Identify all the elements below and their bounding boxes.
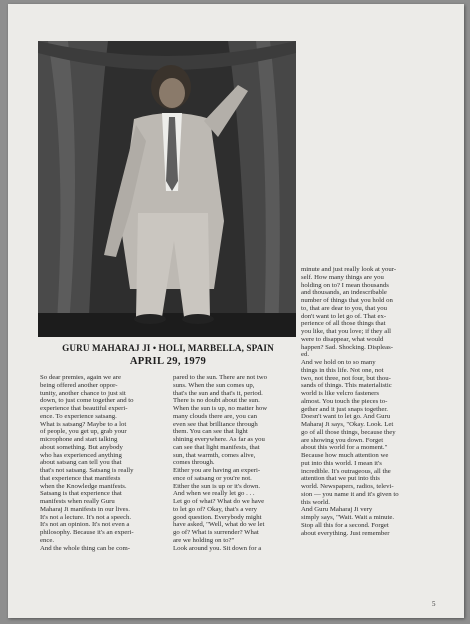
text-line: that's not satsang. Satsang is really [40, 467, 134, 474]
text-line: minute and just really look at your- [301, 266, 397, 273]
text-line: ence. To experience satsang. [40, 412, 117, 420]
text-line: It's not an opinion. It's not even a [40, 521, 130, 529]
text-line: that's the sun and that's it, period. [173, 389, 263, 397]
text-line: Either the sun is up or it's down. [173, 482, 261, 490]
text-line: sands of things. This materialistic [301, 382, 392, 390]
text-line: almost. You touch the pieces to- [301, 397, 388, 405]
text-line: tunity, another chance to just sit [40, 389, 126, 397]
text-line: you like, that you love; if they all [301, 328, 391, 335]
text-line: Maharaj Ji says, "Okay. Look. Let [301, 421, 394, 428]
text-line: And Guru Maharaj Ji very [301, 506, 373, 514]
text-line: don't want to let go of. That ex- [301, 312, 387, 320]
text-line: many clouds there are, you can [173, 412, 257, 420]
photo-caption [40, 342, 296, 368]
text-line: have asked, "Well, what do we let [173, 521, 265, 529]
text-line: world. Newspapers, radios, televi- [301, 483, 394, 490]
text-line: It's not a lecture. It's not a speech. [40, 513, 132, 521]
text-line: down, to just come together and to [40, 397, 134, 405]
text-line: were to disappear, what would [301, 335, 384, 343]
text-line: perience of all those things that [301, 320, 386, 328]
text-line: are we holding on to?" [173, 536, 235, 544]
text-line: sion — you name it and it's given to [301, 490, 399, 498]
text-column-3 [301, 266, 429, 537]
text-line: ed. [301, 351, 310, 359]
text-line: and thousands, an indescribable [301, 289, 387, 297]
text-line: of people, you get up, grab your [40, 428, 127, 436]
text-line: ence. [40, 536, 55, 544]
text-line: So dear premies, again we are [40, 374, 121, 381]
text-line: And we hold on to so many [301, 359, 376, 366]
text-line: Look around you. Sit down for a [173, 544, 262, 552]
text-line: even see that brilliance through [173, 420, 258, 428]
text-line: put into this world. I mean it's [301, 459, 382, 467]
text-line: them. You can see that light [173, 428, 248, 436]
photo-guru-maharaj-ji [38, 41, 296, 337]
text-line: about something. But anybody [40, 443, 123, 451]
text-line: Let go of what? What do we have [173, 498, 265, 505]
text-line: self. How many things are you [301, 273, 384, 281]
text-line: Maharaj Ji manifests in our lives. [40, 505, 130, 513]
text-line: Either you are having an experi- [173, 467, 261, 474]
text-line: manifests when really Guru [40, 498, 115, 505]
text-line: when the Knowledge manifests. [40, 482, 127, 490]
text-line: this world. [301, 498, 330, 506]
text-line: There is no doubt about the sun. [173, 397, 260, 405]
text-line: ence of satsang or you're not. [173, 474, 252, 482]
text-line: to, that are dear to you, that you [301, 304, 388, 312]
text-line: simply says, "Wait. Wait a minute. [301, 514, 395, 521]
text-line: pared to the sun. There are not two [173, 374, 267, 381]
text-line: gether and it just snaps together. [301, 405, 388, 413]
text-line: that experience that manifests [40, 474, 121, 482]
text-line: incredible. It's outrageous, all the [301, 467, 391, 475]
text-line: microphone and start talking [40, 436, 118, 443]
text-line: shining everywhere. As far as you [173, 436, 265, 443]
text-line: happen? Sad. Shocking. Displeas- [301, 343, 394, 351]
text-column-2 [173, 374, 297, 552]
text-line: attention that we put into this [301, 475, 380, 483]
text-line: What is satsang? Maybe to a lot [40, 420, 127, 428]
page-number: 5 [432, 600, 436, 608]
text-line: go of all those things, because they [301, 428, 396, 436]
text-line: holding on to? I mean thousands [301, 281, 389, 289]
text-line: to let go of? Okay, that's a very [173, 505, 258, 513]
text-line: two, not three, not four, but thou- [301, 374, 391, 382]
text-line: about this world for a moment." [301, 444, 388, 452]
text-line: suns. When the sun comes up, [173, 381, 255, 389]
text-line: about satsang can tell you that [40, 459, 122, 467]
text-line: world is like velcro fasteners [301, 390, 379, 397]
text-line: Because how much attention we [301, 452, 389, 459]
text-line: When the sun is up, no matter how [173, 405, 268, 412]
text-line: And when we really let go . . . [173, 490, 255, 498]
text-line: good question. Everybody might [173, 513, 262, 521]
text-line: Doesn't want to let go. And Guru [301, 413, 391, 421]
text-line: philosophy. Because it's an experi- [40, 529, 134, 536]
text-line: can see that light manifests, that [173, 443, 260, 451]
text-column-1 [40, 374, 168, 552]
text-line: who has experienced anything [40, 451, 122, 459]
text-line: experience that beautiful experi- [40, 405, 128, 412]
caption-title: GURU MAHARAJ JI • HOLI, MARBELLA, SPAIN [62, 343, 274, 353]
text-line: things in this life. Not one, not [301, 366, 384, 374]
text-line: Satsang is that experience that [40, 490, 122, 498]
text-line: sun, that warmth, comes alive, [173, 451, 256, 459]
text-line: are showing you down. Forget [301, 436, 384, 444]
text-line: go of? What is surrender? What [173, 529, 259, 536]
text-line: about everything. Just remember [301, 529, 390, 537]
text-line: Stop all this for a second. Forget [301, 521, 389, 529]
text-line: being offered another oppor- [40, 381, 118, 389]
caption-date: APRIL 29, 1979 [129, 356, 207, 367]
text-line: comes through. [173, 459, 215, 467]
text-line: number of things that you hold on [301, 297, 393, 304]
text-line: And the whole thing can be com- [40, 544, 130, 552]
